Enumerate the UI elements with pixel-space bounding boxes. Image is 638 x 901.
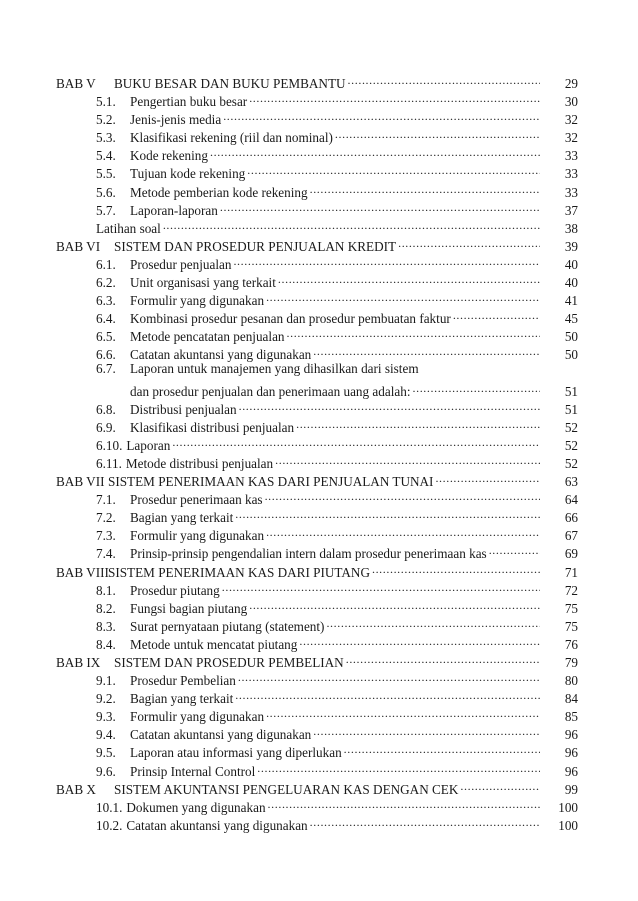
toc-entry-title: Prinsip Internal Control (130, 763, 256, 779)
dot-leader (249, 595, 540, 613)
toc-entry-row (56, 378, 578, 399)
toc-page-number: 33 (564, 148, 578, 164)
toc-page-number: 96 (564, 745, 578, 761)
toc-page-number: 96 (564, 727, 578, 743)
toc-page-number: 38 (564, 220, 578, 236)
toc-entry-title: Formulir yang digunakan (130, 293, 265, 309)
toc-entry-title: Metode untuk mencatat piutang (130, 636, 298, 652)
toc-entry-number: 7.4. (96, 546, 116, 562)
toc-entry-title: Metode pemberian kode rekening (130, 184, 308, 200)
toc-entry-title: SISTEM AKUNTANSI PENGELUARAN KAS DENGAN CEK (114, 781, 459, 797)
dot-leader (296, 414, 540, 432)
toc-page-number: 80 (564, 673, 578, 689)
toc-entry-title: Prosedur piutang (130, 582, 220, 598)
toc-page-number: 72 (564, 582, 578, 598)
toc-page-number: 99 (564, 781, 578, 797)
dot-leader (310, 812, 540, 830)
toc-page-number: 50 (564, 347, 578, 363)
toc-entry-title: Kode rekening (130, 148, 208, 164)
toc-entry-title: SISTEM PENERIMAAN KAS DARI PIUTANG (108, 564, 370, 580)
toc-entry-number: 6.10. (96, 437, 123, 453)
dot-leader (275, 450, 540, 468)
toc-entry-number: BAB VIII (56, 564, 109, 580)
toc-entry-number: 6.9. (96, 419, 116, 435)
dot-leader (238, 667, 540, 685)
dot-leader (335, 124, 540, 142)
toc-entry-number: 7.3. (96, 528, 116, 544)
dot-leader (247, 160, 540, 178)
toc-page-number: 50 (564, 329, 578, 345)
dot-leader (489, 540, 540, 558)
toc-page-number: 100 (558, 799, 578, 815)
dot-leader (278, 269, 540, 287)
dot-leader (299, 631, 540, 649)
toc-page-number: 32 (564, 112, 578, 128)
dot-leader (239, 396, 540, 414)
dot-leader (346, 649, 540, 667)
dot-leader (266, 703, 540, 721)
toc-entry-title: SISTEM DAN PROSEDUR PENJUALAN KREDIT (114, 238, 397, 254)
toc-entry-title: SISTEM DAN PROSEDUR PEMBELIAN (114, 655, 344, 670)
toc-page-number: 76 (564, 636, 578, 652)
toc-entry-number: 5.5. (96, 166, 116, 182)
dot-leader (326, 613, 540, 631)
toc-entry-number: 6.8. (96, 401, 116, 417)
toc-entry-title: Bagian yang terkait (130, 691, 234, 707)
toc-entry-title: Prosedur penjualan (130, 256, 232, 272)
toc-entry-title: Klasifikasi distribusi penjualan (130, 419, 295, 435)
dot-leader (313, 341, 540, 359)
dot-leader (266, 287, 540, 305)
toc-entry-title: Fungsi bagian piutang (130, 600, 248, 616)
toc-page-number: 71 (564, 564, 578, 580)
toc-entry-number: BAB VI (56, 238, 101, 254)
toc-entry-title: Prosedur Pembelian (130, 673, 236, 689)
toc-page-number: 52 (564, 437, 578, 453)
toc-page-number: 63 (564, 474, 578, 490)
dot-leader (268, 794, 540, 812)
toc-entry-number: 6.1. (96, 256, 116, 272)
toc-entry-title: Metode pencatatan penjualan (130, 329, 285, 345)
toc-entry-title: Laporan (126, 437, 171, 453)
dot-leader (398, 233, 540, 251)
toc-page-number: 84 (564, 691, 578, 707)
toc-page-number: 64 (564, 492, 578, 508)
toc-page-number: 29 (564, 76, 578, 91)
toc-entry-title: Catatan akuntansi yang digunakan (126, 817, 308, 833)
toc-page-number: 51 (564, 383, 578, 399)
toc-entry-title: SISTEM PENERIMAAN KAS DARI PENJUALAN TUNAI (108, 474, 434, 490)
toc-page-number: 52 (564, 419, 578, 435)
toc-entry-row (56, 360, 578, 378)
dot-leader (210, 142, 540, 160)
toc-page-number: 75 (564, 600, 578, 616)
toc-entry-number: BAB IX (56, 655, 101, 670)
toc-entry-title: Distribusi penjualan (130, 401, 237, 417)
toc-entry-number: BAB X (56, 781, 96, 797)
dot-leader (163, 215, 540, 233)
toc-entry-number: 6.2. (96, 275, 116, 291)
toc-entry-title: Laporan untuk manajemen yang dihasilkan dari sistem (130, 360, 419, 376)
toc-entry-number: 5.7. (96, 202, 116, 218)
toc-entry-number: 9.5. (96, 745, 116, 761)
toc-entry-number: 5.1. (96, 94, 116, 110)
toc-page-number: 30 (564, 94, 578, 110)
dot-leader (172, 432, 540, 450)
toc-entry-title: dan prosedur penjualan dan penerimaan uang adalah: (130, 383, 411, 399)
toc-entry-title: Prosedur penerimaan kas (130, 492, 263, 508)
dot-leader (287, 323, 540, 341)
toc-entry-title: Unit organisasi yang terkait (130, 275, 276, 291)
dot-leader (235, 504, 540, 522)
toc-entry-number: 9.3. (96, 709, 116, 725)
toc-entry-number: 10.1. (96, 799, 123, 815)
toc-entry-title: Formulir yang digunakan (130, 528, 265, 544)
toc-page-number: 45 (564, 311, 578, 327)
toc-page-number: 51 (564, 401, 578, 417)
toc-page-number: 41 (564, 293, 578, 309)
dot-leader (223, 106, 540, 124)
dot-leader (310, 179, 540, 197)
toc-entry-title: Pengertian buku besar (130, 94, 248, 110)
toc-page-number: 67 (564, 528, 578, 544)
toc-entry-title: Metode distribusi penjualan (125, 455, 274, 471)
dot-leader (257, 758, 540, 776)
dot-leader (265, 486, 540, 504)
toc-entry-title: Catatan akuntansi yang digunakan (130, 727, 312, 743)
dot-leader (453, 305, 540, 323)
toc-chapter-row (56, 70, 578, 91)
toc-entry-title: Prinsip-prinsip pengendalian intern dalam prosedur penerimaan kas (130, 546, 487, 562)
dot-leader (235, 685, 540, 703)
toc-entry-number: BAB V (56, 76, 96, 91)
toc-entry-number: 8.4. (96, 636, 116, 652)
dot-leader (372, 559, 540, 577)
dot-leader (220, 197, 540, 215)
toc-page-number: 32 (564, 130, 578, 146)
toc-entry-title: Catatan akuntansi yang digunakan (130, 347, 312, 363)
toc-entry-title: Formulir yang digunakan (130, 709, 265, 725)
toc-entry-number: 8.2. (96, 600, 116, 616)
toc-page-number: 75 (564, 618, 578, 634)
toc-entry-title: Dokumen yang digunakan (126, 799, 266, 815)
toc-entry-number: 9.1. (96, 673, 116, 689)
dot-leader (249, 88, 540, 106)
toc-page-number: 33 (564, 184, 578, 200)
toc-entry-title: Klasifikasi rekening (riil dan nominal) (130, 130, 333, 146)
toc-entry-number: 5.2. (96, 112, 116, 128)
dot-leader (413, 378, 541, 396)
toc-entry-number: 6.7. (96, 360, 116, 376)
toc-entry-number: 9.4. (96, 727, 116, 743)
toc-entry-number: 5.3. (96, 130, 116, 146)
toc-entry-number: 5.4. (96, 148, 116, 164)
toc-page-number: 66 (564, 510, 578, 526)
toc-entry-number: BAB VII (56, 474, 105, 490)
dot-leader (460, 776, 540, 794)
toc-entry-number: 6.11. (96, 455, 122, 471)
toc-entry-number: 10.2. (96, 817, 123, 833)
toc-page-number: 37 (564, 202, 578, 218)
toc-entry-title: BUKU BESAR DAN BUKU PEMBANTU (114, 76, 346, 91)
toc-page-number: 69 (564, 546, 578, 562)
toc-entry-number: 6.6. (96, 347, 116, 363)
toc-entry-title: Laporan atau informasi yang diperlukan (130, 745, 342, 761)
toc-entry-title: Jenis-jenis media (130, 112, 222, 128)
toc-page-number: 96 (564, 763, 578, 779)
dot-leader (222, 577, 540, 595)
dot-leader (233, 251, 540, 269)
toc-entry-title: Latihan soal (96, 220, 161, 236)
toc-entry-number: 7.2. (96, 510, 116, 526)
dot-leader (344, 739, 540, 757)
toc-entry-number: 8.1. (96, 582, 116, 598)
toc-page-number: 33 (564, 166, 578, 182)
toc-entry-number: 6.5. (96, 329, 116, 345)
dot-leader (266, 522, 540, 540)
toc-entry-number: 6.3. (96, 293, 116, 309)
toc-entry-title: Surat pernyataan piutang (statement) (130, 618, 325, 634)
toc-page-number: 40 (564, 256, 578, 272)
toc-page-number: 79 (564, 655, 578, 670)
dot-leader (348, 70, 540, 88)
toc-entry-number: 6.4. (96, 311, 116, 327)
toc-page-number: 85 (564, 709, 578, 725)
toc-entry-number: 9.2. (96, 691, 116, 707)
toc-page-number: 100 (558, 817, 578, 833)
toc-entry-number: 9.6. (96, 763, 116, 779)
toc-entry-number: 5.6. (96, 184, 116, 200)
toc-entry-title: Kombinasi prosedur pesanan dan prosedur pembuatan faktur (130, 311, 451, 327)
table-of-contents (56, 70, 578, 833)
toc-entry-number: 7.1. (96, 492, 116, 508)
toc-entry-title: Tujuan kode rekening (130, 166, 246, 182)
toc-page-number: 39 (564, 238, 578, 254)
dot-leader (313, 721, 540, 739)
toc-entry-number: 8.3. (96, 618, 116, 634)
toc-page-number: 40 (564, 275, 578, 291)
toc-page-number: 52 (564, 455, 578, 471)
toc-entry-title: Bagian yang terkait (130, 510, 234, 526)
toc-entry-title: Laporan-laporan (130, 202, 218, 218)
dot-leader (435, 468, 540, 486)
